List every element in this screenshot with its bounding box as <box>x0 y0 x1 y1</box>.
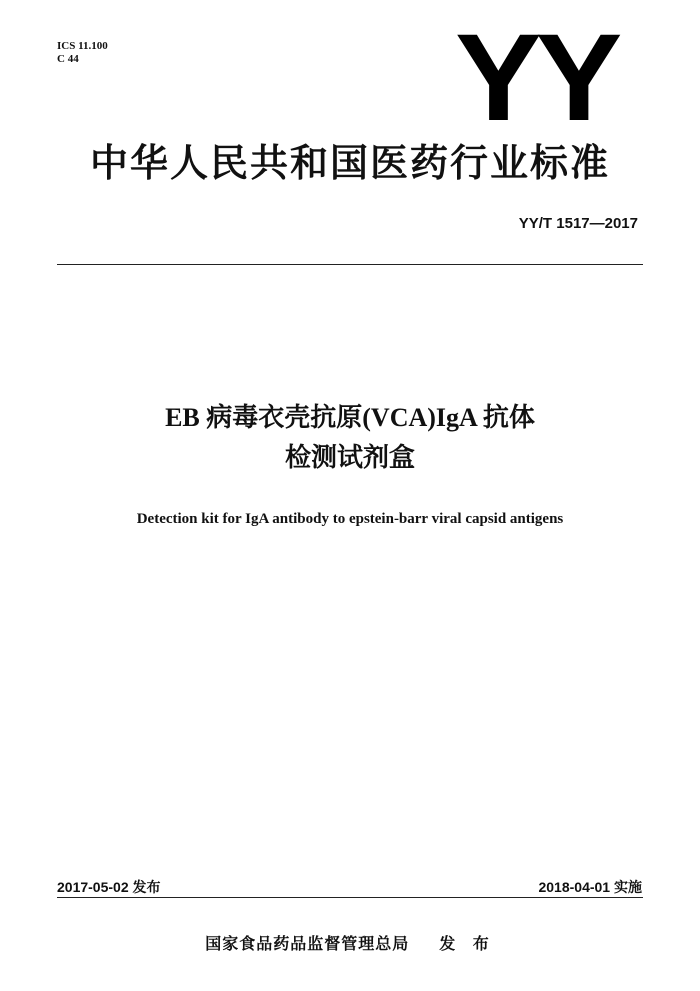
publisher-name: 国家食品药品监督管理总局 <box>205 934 410 953</box>
ics-code: ICS 11.100 <box>57 40 108 52</box>
standard-title: 中华人民共和国医药行业标准 <box>89 141 610 185</box>
document-title-line1: EB 病毒衣壳抗原(VCA)IgA 抗体 <box>165 403 535 432</box>
publisher-action: 发 布 <box>439 934 495 953</box>
issue-date: 2017-05-02 发布 <box>57 879 161 895</box>
document-title <box>0 398 700 478</box>
publisher-line <box>0 931 700 954</box>
implementation-date: 2018-04-01 实施 <box>538 879 642 895</box>
top-divider <box>57 264 643 265</box>
standard-code: YY/T 1517—2017 <box>518 215 638 232</box>
bottom-divider <box>57 897 643 898</box>
english-title: Detection kit for IgA antibody to epstein-barr viral capsid antigens <box>136 511 564 527</box>
yy-logo: YY <box>455 9 617 147</box>
document-title-line2: 检测试剂盒 <box>284 443 415 472</box>
ccs-code: C 44 <box>57 53 79 65</box>
classification-codes <box>57 40 108 66</box>
